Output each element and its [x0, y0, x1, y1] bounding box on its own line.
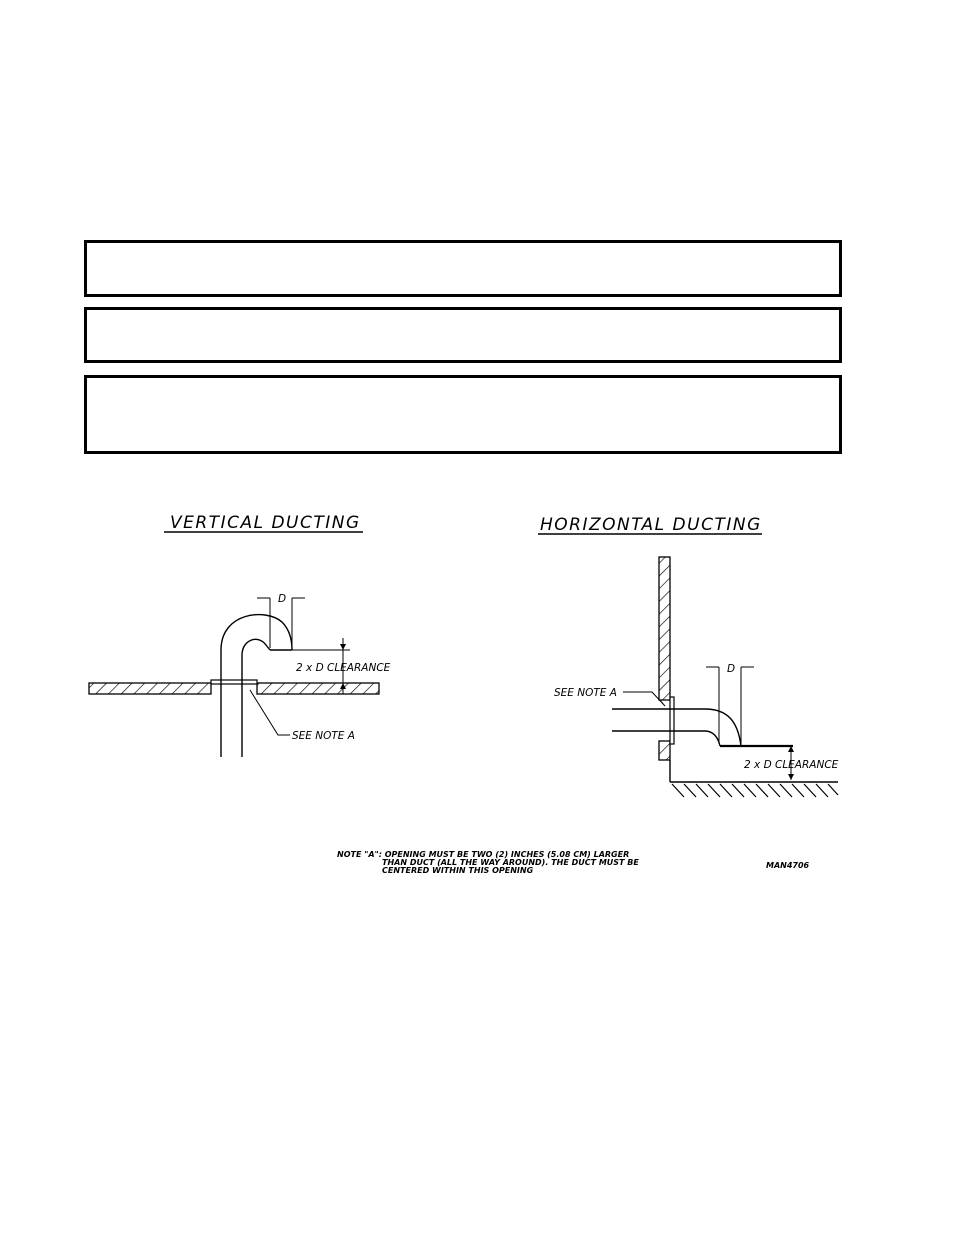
horizontal-clearance-label: 2 x D CLEARANCE: [744, 759, 839, 771]
vertical-clearance-arrow-top: [340, 644, 346, 650]
note-line-2: THAN DUCT (ALL THE WAY AROUND). THE DUCT MUST BE: [382, 858, 639, 867]
vertical-opening-flange: [211, 680, 257, 684]
note-a: [337, 850, 639, 875]
horizontal-opening-flange: [670, 697, 674, 744]
horizontal-duct-outer: [612, 709, 741, 746]
drawing-id: MAN4706: [766, 861, 810, 870]
vertical-clearance-label: 2 x D CLEARANCE: [296, 662, 391, 674]
horizontal-d-label: D: [727, 663, 736, 675]
horizontal-floor-hatch: [672, 784, 838, 797]
horizontal-see-note: SEE NOTE A: [554, 687, 617, 699]
horizontal-wall-lower: [659, 741, 670, 760]
horizontal-clearance-arrow-bottom: [788, 774, 794, 780]
note-line-3: CENTERED WITHIN THIS OPENING: [382, 866, 534, 875]
vertical-duct-inner: [242, 639, 270, 757]
note-line-1: NOTE "A": OPENING MUST BE TWO (2) INCHES (5.08 CM) LARGER: [337, 850, 630, 859]
horizontal-ducting-figure: [538, 515, 839, 797]
horizontal-wall-upper: [659, 557, 670, 700]
vertical-see-note: SEE NOTE A: [292, 730, 355, 742]
vertical-slab-left: [89, 683, 211, 694]
vertical-d-label: D: [278, 593, 287, 605]
vertical-ducting-figure: [89, 513, 391, 757]
vertical-slab-right: [257, 683, 379, 694]
horizontal-ducting-title: HORIZONTAL DUCTING: [540, 515, 762, 535]
vertical-ducting-title: VERTICAL DUCTING: [170, 513, 361, 533]
vertical-note-leader: [250, 690, 290, 735]
